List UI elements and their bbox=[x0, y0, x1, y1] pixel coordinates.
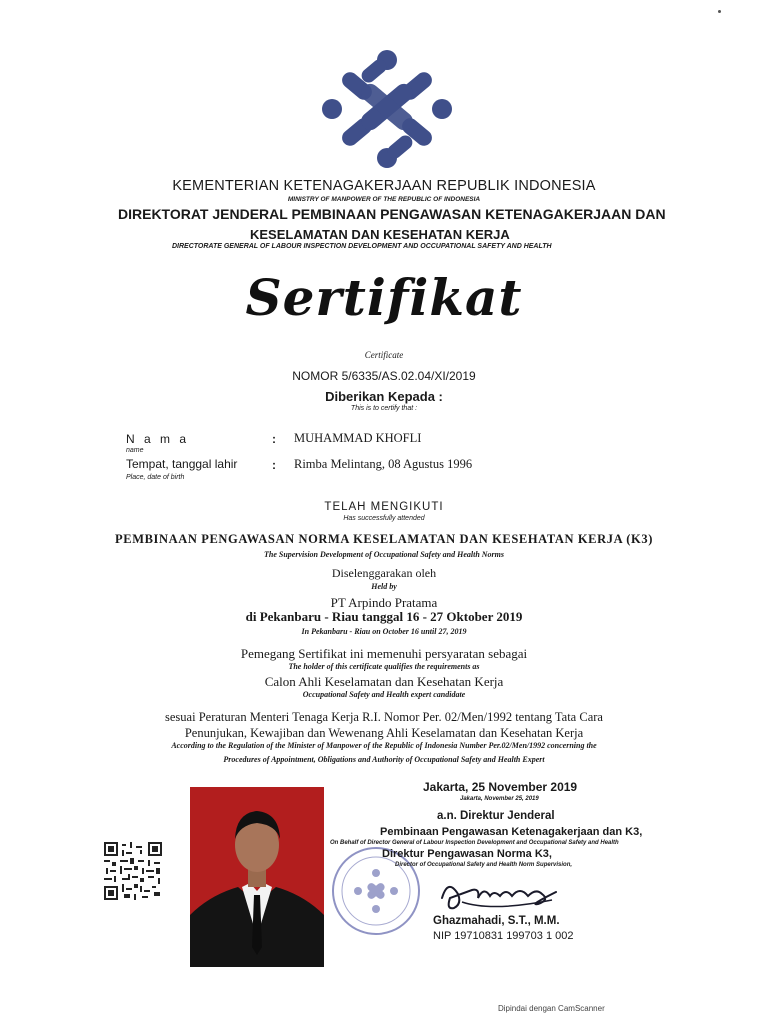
recipient-name: MUHAMMAD KHOFLI bbox=[294, 431, 422, 445]
name-label: N a m a bbox=[126, 432, 190, 446]
qualification-title-en: Occupational Safety and Health expert candidate bbox=[302, 690, 466, 699]
directorate-title-line1: DIREKTORAT JENDERAL PEMBINAAN PENGAWASAN KETENAGAKERJAAN DAN bbox=[118, 206, 666, 222]
signatory-position: Direktur Pengawasan Norma K3, bbox=[382, 848, 552, 860]
certificate-number: NOMOR 5/6335/AS.02.04/XI/2019 bbox=[292, 369, 476, 383]
program-name-en: The Supervision Development of Occupational Safety and Health Norms bbox=[264, 550, 504, 559]
signatory-name: Ghazmahadi, S.T., M.M. bbox=[433, 915, 560, 927]
name-label-en: name bbox=[126, 447, 144, 454]
certificate-title-en: Certificate bbox=[364, 350, 404, 360]
birth-label-en: Place, date of birth bbox=[126, 474, 185, 481]
scanner-watermark: Dipindai dengan CamScanner bbox=[498, 1004, 605, 1013]
regulation-en-line2: Procedures of Appointment, Obligations and Authority of Occupational Safety and Health Expert bbox=[223, 755, 545, 764]
regulation-line1: sesuai Peraturan Menteri Tenaga Kerja R.I. Nomor Per. 02/Men/1992 tentang Tata Cara bbox=[165, 710, 603, 724]
recipient-photo bbox=[190, 787, 324, 967]
certificate-title: Sertifikat bbox=[245, 268, 523, 327]
organized-by-label-en: Held by bbox=[371, 582, 397, 591]
signatory-department-en: On Behalf of Director General of Labour Inspection Development and Occupational Safety and Health bbox=[330, 840, 619, 846]
name-colon: : bbox=[272, 432, 276, 446]
recipient-birth: Rimba Melintang, 08 Agustus 1996 bbox=[294, 457, 473, 471]
regulation-en-line1: According to the Regulation of the Minister of Manpower of the Republic of Indonesia Number Per.02/Men/1992 concerning the bbox=[171, 741, 597, 750]
qr-code-icon bbox=[104, 842, 162, 900]
handwritten-signature bbox=[432, 868, 572, 918]
on-behalf-label: a.n. Direktur Jenderal bbox=[437, 810, 555, 822]
directorate-title-en: DIRECTORATE GENERAL OF LABOUR INSPECTION DEVELOPMENT AND OCCUPATIONAL SAFETY AND HEALTH bbox=[172, 243, 552, 250]
ministry-logo-icon bbox=[320, 48, 454, 170]
place-date: di Pekanbaru - Riau tanggal 16 - 27 Oktober 2019 bbox=[245, 609, 523, 624]
regulation-line2: Penunjukan, Kewajiban dan Wewenang Ahli Keselamatan dan Kesehatan Kerja bbox=[184, 726, 584, 740]
qualification-title: Calon Ahli Keselamatan dan Kesehatan Kerja bbox=[264, 674, 504, 689]
signing-city-date-en: Jakarta, November 25, 2019 bbox=[460, 796, 539, 802]
organized-by-label: Diselenggarakan oleh bbox=[331, 566, 437, 580]
birth-label: Tempat, tanggal lahir bbox=[126, 457, 238, 471]
attended-label-en: Has successfully attended bbox=[343, 515, 425, 522]
given-to-label-en: This is to certify that : bbox=[350, 405, 418, 412]
scan-artifact-dot bbox=[718, 10, 721, 13]
holder-statement-en: The holder of this certificate qualifies the requirements as bbox=[288, 662, 480, 671]
signatory-department: Pembinaan Pengawasan Ketenagakerjaan dan K3, bbox=[380, 826, 643, 838]
ministry-title: KEMENTERIAN KETENAGAKERJAAN REPUBLIK INDONESIA bbox=[172, 178, 596, 194]
program-name: PEMBINAAN PENGAWASAN NORMA KESELAMATAN DAN KESEHATAN KERJA (K3) bbox=[115, 532, 653, 546]
place-date-en: In Pekanbaru - Riau on October 16 until 27, 2019 bbox=[301, 627, 467, 636]
organizer-name: PT Arpindo Pratama bbox=[330, 595, 438, 610]
ministry-title-en: MINISTRY OF MANPOWER OF THE REPUBLIC OF INDONESIA bbox=[287, 196, 481, 203]
signing-city-date: Jakarta, 25 November 2019 bbox=[423, 780, 578, 794]
holder-statement: Pemegang Sertifikat ini memenuhi persyaratan sebagai bbox=[240, 646, 528, 661]
directorate-title-line2: KESELAMATAN DAN KESEHATAN KERJA bbox=[250, 227, 510, 242]
birth-colon: : bbox=[272, 458, 276, 472]
signatory-position-en: Director of Occupational Safety and Health Norm Supervision, bbox=[395, 862, 573, 868]
attended-label: TELAH MENGIKUTI bbox=[324, 501, 444, 513]
given-to-label: Diberikan Kepada : bbox=[325, 389, 443, 404]
signatory-nip: NIP 19710831 199703 1 002 bbox=[433, 930, 574, 942]
